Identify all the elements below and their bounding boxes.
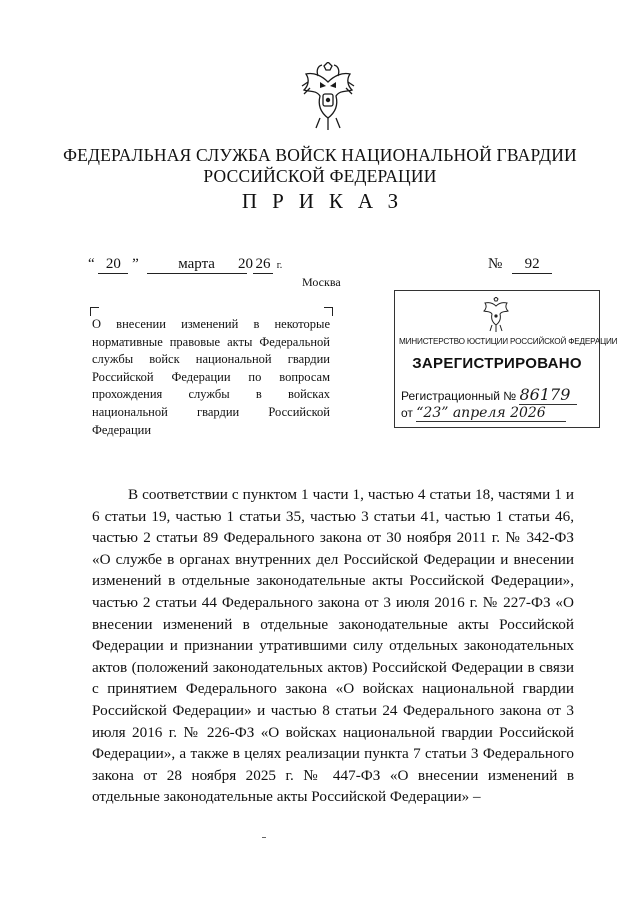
stamp-reg-date: “23” апреля 2026 <box>416 405 566 422</box>
order-number-value: 92 <box>512 256 552 274</box>
stamp-date-line <box>401 405 566 422</box>
stamp-registered: ЗАРЕГИСТРИРОВАНО <box>412 355 582 372</box>
stamp-reg-label: Регистрационный № <box>401 389 517 403</box>
date-month: марта <box>147 256 247 274</box>
coat-of-arms-emblem-icon <box>296 62 360 132</box>
stamp-reg-number-line <box>401 385 577 405</box>
stamp-from-label: от <box>401 406 413 420</box>
issue-city: Москва <box>302 275 341 289</box>
agency-name-line-2: РОССИЙСКОЙ ФЕДЕРАЦИИ <box>203 166 437 186</box>
date-year-abbr: г. <box>276 260 283 271</box>
preamble-paragraph: В соответствии с пунктом 1 части 1, частью 4 статьи 18, частями 1 и 6 статьи 19, частью 1 статьи 35, частью 3 статьи 41, частью 1 статьи 46, частью 2 статьи 89 Федерального закона от 30 ноября 2011 г. № 342-ФЗ «О службе в органах внутренних дел Российской Федерации и внесении изменений в отдельные законодательные акты Российской Федерации», частью 2 статьи 44 Федерального закона от 3 июля 2016 г. № 227-ФЗ «О внесении изменений в отдельные законодательные акты Российской Федерации и признании утратившими силу отдельных законодательных актов (положений законодательных актов) Российской Федерации в связи с принятием Федерального закона «О войсках национальной гвардии Российской Федерации» и частью 8 статьи 24 Федерального закона от 3 июля 2016 г. № 226-ФЗ «О войсках национальной гвардии Российской Федерации», а также в целях реализации пункта 7 статьи 3 Федерального закона от 28 ноября 2025 г. № 447-ФЗ «О внесении изменений в отдельные законодательные акты Российской Федерации» – <box>92 486 574 806</box>
date-day: 20 <box>98 256 128 274</box>
date-year <box>238 256 282 274</box>
date-year-prefix: 20 <box>238 256 253 272</box>
date-line <box>88 256 247 274</box>
stamp-reg-number: 86179 <box>519 385 577 405</box>
order-number-label: № <box>488 256 503 272</box>
subject-bracket-left <box>90 307 99 316</box>
subject-bracket-right <box>324 307 333 316</box>
document-type-title: ПРИКАЗ <box>241 189 414 213</box>
order-number <box>488 256 552 274</box>
stamp-emblem-icon <box>481 297 511 333</box>
date-quote-open: “ <box>88 256 95 272</box>
stamp-ministry: МИНИСТЕРСТВО ЮСТИЦИИ РОССИЙСКОЙ ФЕДЕРАЦИИ <box>399 337 618 346</box>
page-mark <box>262 837 266 838</box>
date-year-suffix: 26 <box>253 256 273 274</box>
registration-stamp <box>394 290 618 428</box>
date-quote-close: ” <box>132 256 139 272</box>
agency-name-line-1: ФЕДЕРАЛЬНАЯ СЛУЖБА ВОЙСК НАЦИОНАЛЬНОЙ ГВАРДИИ <box>63 145 577 165</box>
order-subject: О внесении изменений в некоторые нормативные правовые акты Федеральной службы войск национальной гвардии Российской Федерации по вопросам прохождения службы в войсках национальной гвардии Российской Федерации <box>92 317 330 437</box>
